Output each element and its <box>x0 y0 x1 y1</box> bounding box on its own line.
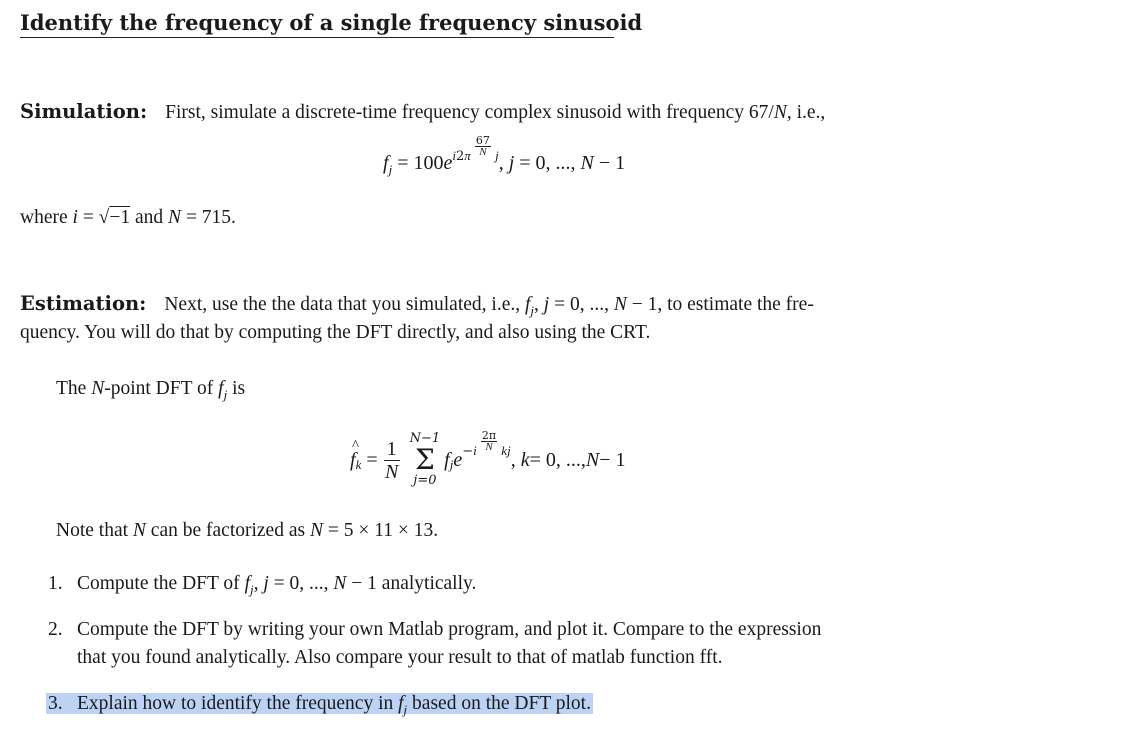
factorization-note: Note that N can be factorized as N = 5 × 11 × 13. <box>56 520 439 541</box>
title-underline <box>20 37 614 38</box>
task-2-line2: that you found analytically. Also compare your result to that of matlab function fft. <box>77 647 723 668</box>
estimation-paragraph-line2: quency. You will do that by computing the DFT directly, and also using the CRT. <box>20 322 651 343</box>
simulation-equation: $f_j = 100e^{i2\pi \frac{67}{N} j}$, j = 0, ..., N − 1 <box>383 134 626 177</box>
task-2-line1: 2. Compute the DFT by writing your own Matlab program, and plot it. Compare to the expression <box>48 619 822 640</box>
simulation-paragraph: Simulation: First, simulate a discrete-time frequency complex sinusoid with frequency 67/N, i.e., <box>20 100 826 123</box>
task-3[interactable] <box>46 689 593 719</box>
task-1: 1. Compute the DFT of $f_j$, j = 0, ..., N − 1 analytically. <box>48 573 477 597</box>
page-title: Identify the frequency of a single frequency sinusoid <box>20 10 643 35</box>
dft-equation: ^ f k = $\frac{1}{N}$ N−1 Σ j=0 f j e −i $\frac{2\pi}{N}$ kj , k = 0, ..., N − 1 <box>350 425 625 495</box>
simulation-label: Simulation: <box>20 100 148 123</box>
highlighted-selection[interactable]: 3. Explain how to identify the frequency in $f_j$ based on the DFT plot. <box>48 693 591 717</box>
estimation-label: Estimation: <box>20 292 147 315</box>
where-line: where i = √−1 and N = 715. <box>20 207 236 228</box>
estimation-paragraph-line1: Estimation: Next, use the the data that you simulated, i.e., $f_j$, j = 0, ..., N − 1, to estimate the fre- <box>20 292 814 318</box>
dft-intro: The N-point DFT of $f_j$ is <box>56 378 246 402</box>
